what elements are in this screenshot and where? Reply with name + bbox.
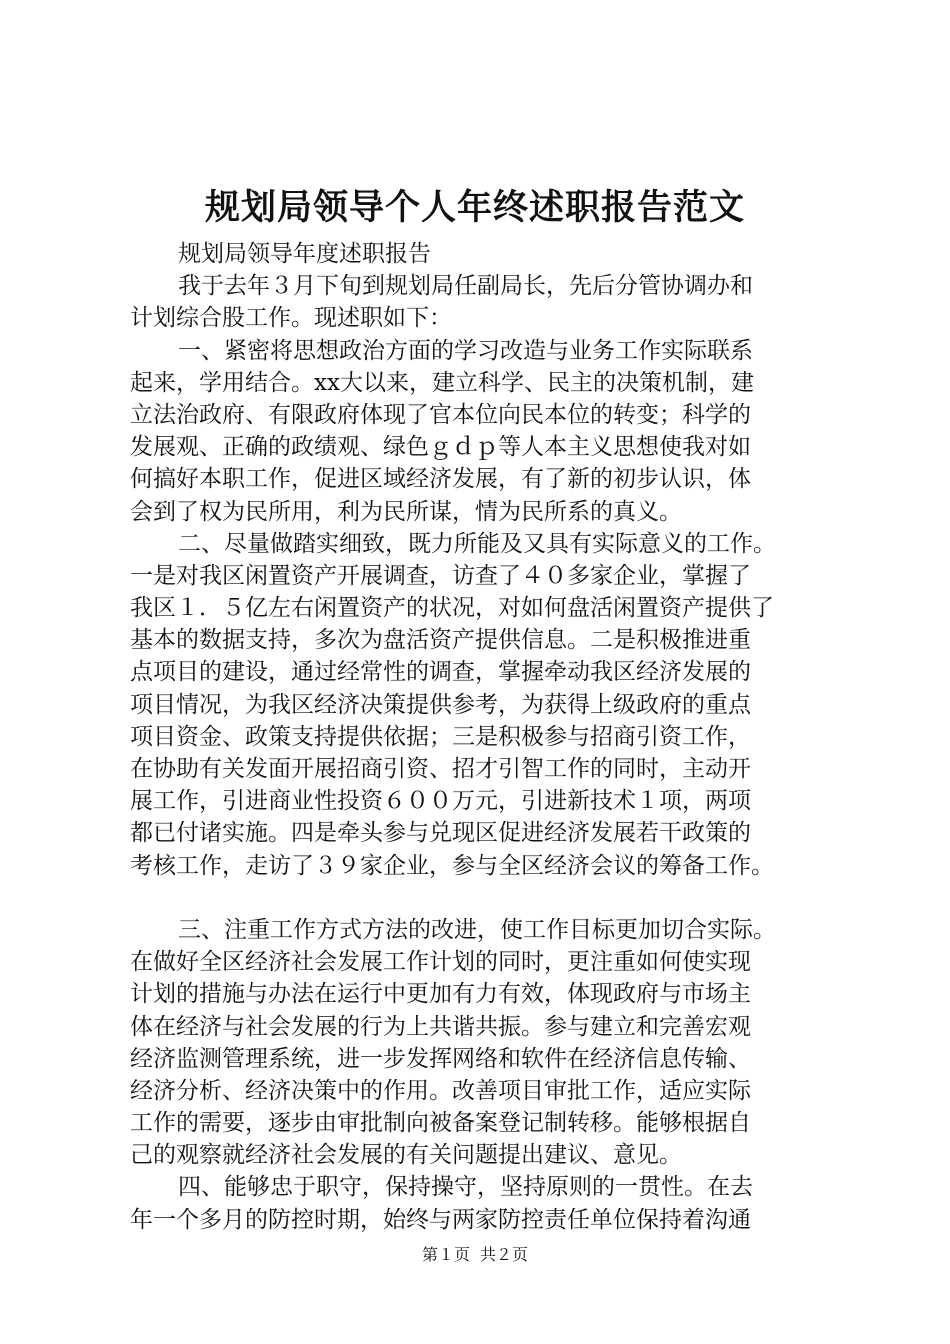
paragraph-line: 三、注重工作方式方法的改进，使工作目标更加切合实际。	[178, 916, 776, 943]
page-number: 第１页	[421, 1245, 470, 1264]
paragraph-line: 展工作，引进商业性投资６００万元，引进新技术１项，两项	[130, 788, 751, 815]
paragraph-line: 计划综合股工作。现述职如下：	[130, 305, 452, 332]
paragraph-line: 点项目的建设，通过经常性的调查，掌握牵动我区经济发展的	[130, 659, 751, 686]
paragraph-line: 基本的数据支持，多次为盘活资产提供信息。二是积极推进重	[130, 627, 751, 654]
paragraph-line: 一是对我区闲置资产开展调查，访查了４０多家企业，掌握了	[130, 562, 751, 589]
paragraph-line: 体在经济与社会发展的行为上共谐共振。参与建立和完善宏观	[130, 1013, 751, 1040]
paragraph-line: 会到了权为民所用，利为民所谋，情为民所系的真义。	[130, 498, 682, 525]
paragraph-line: 在做好全区经济社会发展工作计划的同时，更注重如何使实现	[130, 949, 751, 976]
paragraph-line: 四、能够忠于职守，保持操守，坚持原则的一贯性。在去	[178, 1174, 753, 1201]
document-body	[130, 238, 830, 1236]
paragraph-line: 考核工作，走访了３９家企业，参与全区经济会议的筹备工作。	[130, 852, 774, 879]
document-title: 规划局领导个人年终述职报告范文	[204, 187, 745, 228]
paragraph-line: 计划的措施与办法在运行中更加有力有效，体现政府与市场主	[130, 981, 751, 1008]
blank-line	[130, 882, 830, 914]
paragraph-line: 我区１．５亿左右闲置资产的状况，对如何盘活闲置资产提供了	[130, 595, 774, 622]
paragraph-line: 经济分析、经济决策中的作用。改善项目审批工作，适应实际	[130, 1077, 751, 1104]
paragraph-line: 都已付诸实施。四是牵头参与兑现区促进经济发展若干政策的	[130, 820, 751, 847]
paragraph-line: 发展观、正确的政绩观、绿色ｇｄｐ等人本主义思想使我对如	[130, 434, 751, 461]
paragraph-line: 二、尽量做踏实细致，既力所能及又具有实际意义的工作。	[178, 530, 776, 557]
paragraph-line: 项目资金、政策支持提供依据；三是积极参与招商引资工作，	[130, 723, 751, 750]
paragraph-line: 起来，学用结合。xx大以来，建立科学、民主的决策机制，建	[130, 369, 754, 396]
paragraph-line: 何搞好本职工作，促进区域经济发展，有了新的初步认识，体	[130, 466, 751, 493]
page-footer	[0, 1243, 950, 1267]
page-total: 共２页	[480, 1245, 529, 1264]
paragraph-line: 经济监测管理系统，进一步发挥网络和软件在经济信息传输、	[130, 1045, 751, 1072]
paragraph-line: 一、紧密将思想政治方面的学习改造与业务工作实际联系	[178, 337, 753, 364]
paragraph-line: 规划局领导年度述职报告	[178, 241, 431, 267]
paragraph-line: 我于去年３月下旬到规划局任副局长，先后分管协调办和	[178, 273, 753, 300]
paragraph-line: 工作的需要，逐步由审批制向被备案登记制转移。能够根据自	[130, 1110, 751, 1137]
paragraph-line: 在协助有关发面开展招商引资、招才引智工作的同时，主动开	[130, 756, 751, 782]
paragraph-line: 己的观察就经济社会发展的有关问题提出建议、意见。	[130, 1142, 682, 1169]
paragraph-line: 立法治政府、有限政府体现了官本位向民本位的转变；科学的	[130, 401, 751, 428]
paragraph-line: 项目情况，为我区经济决策提供参考，为获得上级政府的重点	[130, 691, 751, 718]
paragraph-line: 年一个多月的防控时期，始终与两家防控责任单位保持着沟通	[130, 1206, 751, 1233]
